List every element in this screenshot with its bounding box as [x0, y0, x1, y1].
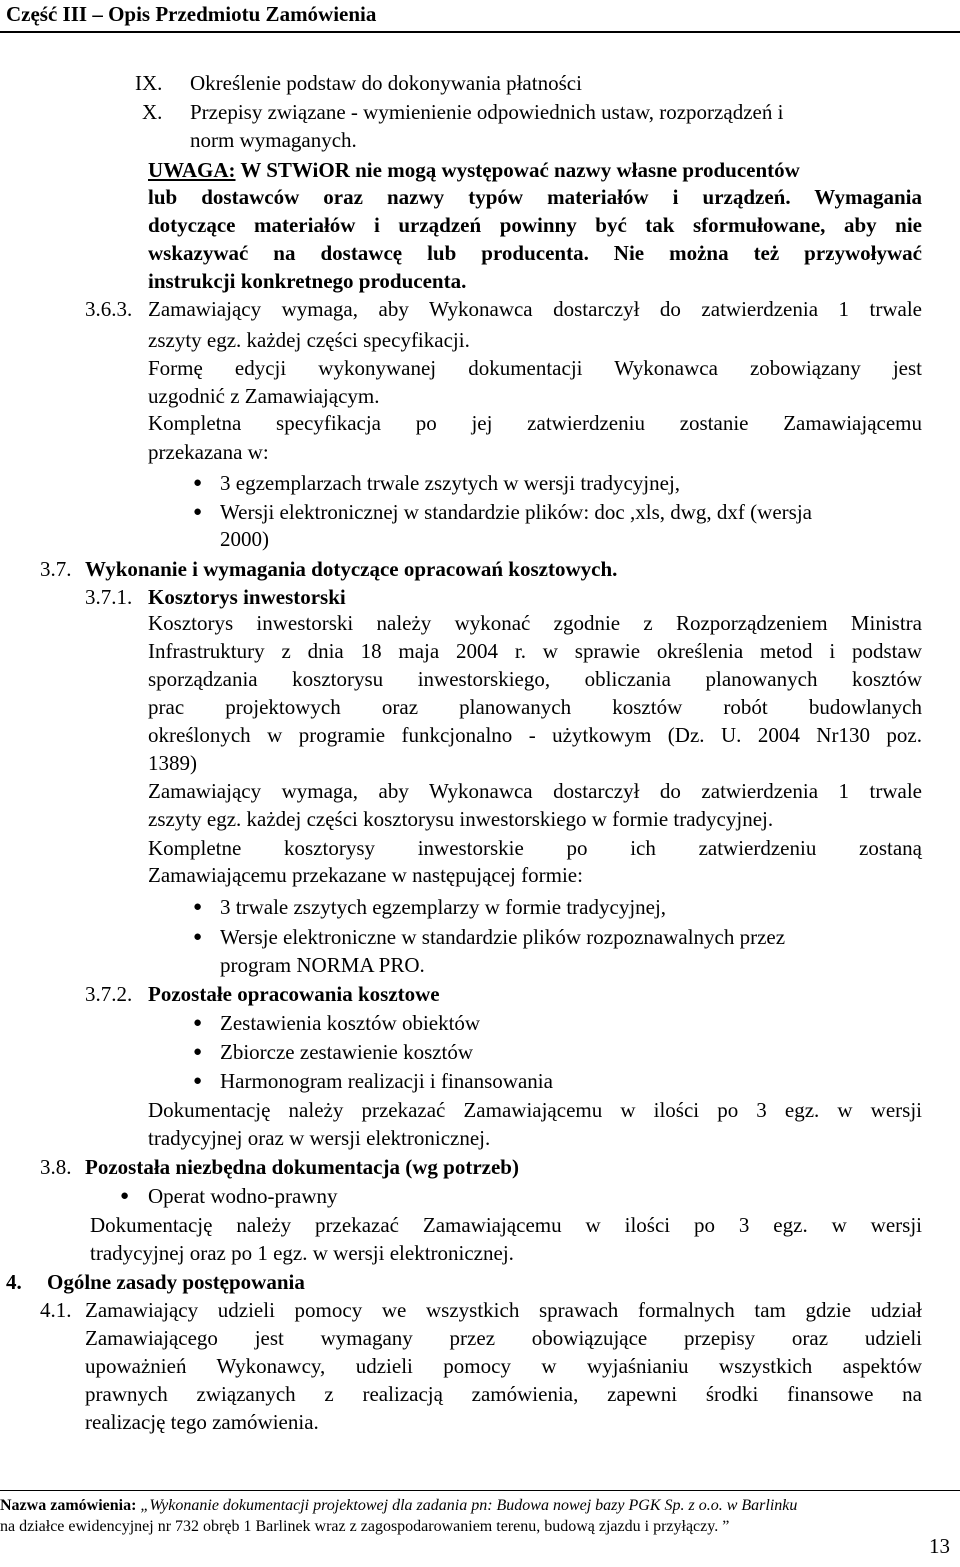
bullet-icon: ●	[193, 1044, 203, 1060]
paragraph-line: uzgodnić z Zamawiającym.	[148, 384, 380, 408]
section-number: 4.1.	[40, 1298, 72, 1322]
bullet-icon: ●	[193, 504, 203, 520]
paragraph-line: prawnych związanych z realizacją zamówienia, zapewni środki finansowe na	[85, 1382, 922, 1406]
paragraph-line: Zamawiającemu przekazane w następującej formie:	[148, 863, 583, 887]
footer-text: na działce ewidencyjnej nr 732 obręb 1 Barlinek wraz z zagospodarowaniem terenu, budową zjazdu i przyłączy. ”	[0, 1518, 730, 1535]
warning-text: wskazywać na dostawcę lub producenta. Nie można też przywoływać	[148, 241, 922, 265]
warning-label: UWAGA:	[148, 158, 236, 182]
bullet-item: Zestawienia kosztów obiektów	[220, 1011, 481, 1035]
warning-text: W STWiOR nie mogą występować nazwy własne producentów	[235, 158, 800, 182]
paragraph-line: prac projektowych oraz planowanych kosztów robót budowlanych	[148, 695, 922, 719]
paragraph-line: Kompletna specyfikacja po jej zatwierdzeniu zostanie Zamawiającemu	[148, 411, 922, 435]
footer-label: Nazwa zamówienia:	[0, 1497, 137, 1514]
paragraph-line: zszyty egz. każdej części specyfikacji.	[148, 328, 470, 352]
list-number: IX.	[135, 71, 163, 95]
subsection-heading: Pozostałe opracowania kosztowe	[148, 982, 440, 1006]
bullet-item: program NORMA PRO.	[220, 953, 425, 977]
paragraph-line: 1389)	[148, 751, 197, 775]
bullet-item: 3 egzemplarzach trwale zszytych w wersji tradycyjnej,	[220, 471, 681, 495]
paragraph-line: Kompletne kosztorysy inwestorskie po ich zatwierdzeniu zostaną	[148, 836, 922, 860]
paragraph-line: Zamawiający wymaga, aby Wykonawca dostarczył do zatwierdzenia 1 trwale	[148, 779, 922, 803]
paragraph-line: Zamawiający udzieli pomocy we wszystkich sprawach formalnych tam gdzie udział	[85, 1298, 922, 1322]
footer-line	[0, 1496, 797, 1516]
section-heading: Pozostała niezbędna dokumentacja (wg potrzeb)	[85, 1155, 519, 1179]
paragraph-line: Kosztorys inwestorski należy wykonać zgodnie z Rozporządzeniem Ministra	[148, 611, 922, 635]
footer-rule	[0, 1490, 960, 1491]
bullet-icon: ●	[120, 1188, 130, 1204]
section-number: 3.7.1.	[85, 585, 133, 609]
section-heading: Wykonanie i wymagania dotyczące opracowań kosztowych.	[85, 557, 618, 581]
paragraph-line: Dokumentację należy przekazać Zamawiającemu w ilości po 3 egz. w wersji	[90, 1213, 922, 1237]
paragraph-line: Infrastruktury z dnia 18 maja 2004 r. w sprawie określenia metod i podstaw	[148, 639, 922, 663]
paragraph-line: tradycyjnej oraz w wersji elektronicznej.	[148, 1126, 491, 1150]
paragraph-line: Dokumentację należy przekazać Zamawiającemu w ilości po 3 egz. w wersji	[148, 1098, 922, 1122]
bullet-item: Operat wodno-prawny	[148, 1184, 338, 1208]
warning-text: instrukcji konkretnego producenta.	[148, 269, 467, 293]
paragraph-line: określonych w programie funkcjonalno - użytkowym (Dz. U. 2004 Nr130 poz.	[148, 723, 922, 747]
bullet-item: 3 trwale zszytych egzemplarzy w formie tradycyjnej,	[220, 895, 667, 919]
chapter-number: 4.	[6, 1270, 22, 1294]
subsection-heading: Kosztorys inwestorski	[148, 585, 346, 609]
paragraph-line: Zamawiającego jest wymagany przez obowiązujące przepisy oraz udzieli	[85, 1326, 922, 1350]
page-header-title: Część III – Opis Przedmiotu Zamówienia	[6, 2, 377, 26]
bullet-item: Wersji elektronicznej w standardzie plików: doc ,xls, dwg, dxf (wersja	[220, 500, 812, 524]
header-rule	[0, 31, 960, 33]
list-item-text: norm wymaganych.	[190, 128, 357, 152]
chapter-heading: Ogólne zasady postępowania	[47, 1270, 305, 1294]
list-number: X.	[142, 100, 163, 124]
bullet-item: Harmonogram realizacji i finansowania	[220, 1069, 553, 1093]
paragraph-line: tradycyjnej oraz po 1 egz. w wersji elektronicznej.	[90, 1241, 514, 1265]
warning-paragraph	[148, 157, 800, 183]
warning-text: dotyczące materiałów i urządzeń powinny być tak sformułowane, aby nie	[148, 213, 922, 237]
bullet-item: Wersje elektroniczne w standardzie plików rozpoznawalnych przez	[220, 925, 786, 949]
section-number: 3.8.	[40, 1155, 72, 1179]
warning-text: lub dostawców oraz nazwy typów materiałów i urządzeń. Wymagania	[148, 185, 922, 209]
paragraph-line: realizację tego zamówienia.	[85, 1410, 319, 1434]
bullet-item: Zbiorcze zestawienie kosztów	[220, 1040, 474, 1064]
bullet-icon: ●	[193, 1073, 203, 1089]
footer-text: „Wykonanie dokumentacji projektowej dla zadania pn: Budowa nowej bazy PGK Sp. z o.o. w Barlinku	[136, 1497, 798, 1514]
paragraph-line: Formę edycji wykonywanej dokumentacji Wykonawca zobowiązany jest	[148, 356, 922, 380]
bullet-item: 2000)	[220, 527, 269, 551]
page-number: 13	[929, 1534, 950, 1558]
bullet-icon: ●	[193, 1015, 203, 1031]
paragraph-line: przekazana w:	[148, 440, 269, 464]
paragraph-line: zszyty egz. każdej części kosztorysu inwestorskiego w formie tradycyjnej.	[148, 807, 774, 831]
bullet-icon: ●	[193, 475, 203, 491]
section-number: 3.7.2.	[85, 982, 133, 1006]
section-number: 3.7.	[40, 557, 72, 581]
paragraph-line: Zamawiający wymaga, aby Wykonawca dostarczył do zatwierdzenia 1 trwale	[148, 297, 922, 321]
list-item-text: Określenie podstaw do dokonywania płatności	[190, 71, 582, 95]
paragraph-line: sporządzania kosztorysu inwestorskiego, obliczania planowanych kosztów	[148, 667, 922, 691]
bullet-icon: ●	[193, 899, 203, 915]
paragraph-line: upoważnień Wykonawcy, udzieli pomocy w wyjaśnianiu wszystkich aspektów	[85, 1354, 922, 1378]
list-item-text: Przepisy związane - wymienienie odpowiednich ustaw, rozporządzeń i	[190, 100, 784, 124]
bullet-icon: ●	[193, 929, 203, 945]
section-number: 3.6.3.	[85, 297, 133, 321]
